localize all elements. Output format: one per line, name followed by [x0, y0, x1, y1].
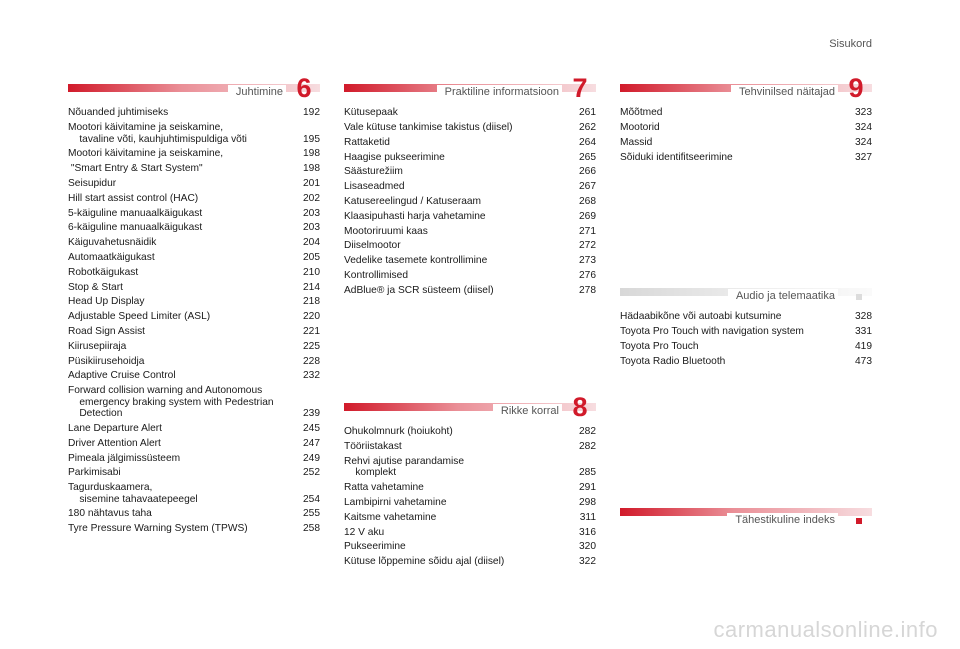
toc-entry[interactable] — [68, 464, 320, 479]
toc-entry-title: Mootoriruumi kaas — [344, 225, 428, 237]
toc-entry[interactable] — [68, 175, 320, 190]
toc-entry-page: 198 — [303, 163, 320, 175]
toc-entry-title: Mootori käivitamine ja seiskamine, tavaline võti, kauhjuhtimispuldiga võti — [68, 122, 247, 145]
toc-entry-page: 265 — [579, 151, 596, 163]
toc-entry-title: "Smart Entry & Start System" — [68, 163, 203, 175]
toc-entry[interactable] — [68, 104, 320, 119]
toc-entry-title: Diiselmootor — [344, 240, 401, 252]
toc-entry-title: Tyre Pressure Warning System (TPWS) — [68, 523, 248, 535]
toc-entry[interactable] — [68, 293, 320, 308]
toc-entry-page: 327 — [855, 151, 872, 163]
toc-entry-title: Lambipirni vahetamine — [344, 496, 447, 508]
toc-entry[interactable] — [68, 520, 320, 535]
toc-entry[interactable] — [68, 234, 320, 249]
toc-entry[interactable] — [344, 134, 596, 149]
toc-entry[interactable] — [344, 453, 596, 479]
toc-entry-page: 205 — [303, 251, 320, 263]
toc-entry-page: 272 — [579, 240, 596, 252]
toc-entry-title: Seisupidur — [68, 177, 117, 189]
toc-entry-title: Sõiduki identifitseerimine — [620, 151, 733, 163]
toc-entry-page: 278 — [579, 284, 596, 296]
toc-entry-title: Mootorid — [620, 122, 660, 134]
toc-entry-title: Driver Attention Alert — [68, 437, 161, 449]
toc-entry[interactable] — [68, 434, 320, 449]
watermark: carmanualsonline.info — [713, 617, 938, 642]
toc-entry[interactable] — [68, 479, 320, 505]
toc-entry-title: Toyota Pro Touch — [620, 340, 699, 352]
toc-entry-title: Rehvi ajutise parandamise komplekt — [344, 455, 465, 479]
toc-entry-title: Adjustable Speed Limiter (ASL) — [68, 311, 211, 323]
toc-entry-title: Robotkäigukast — [68, 266, 139, 278]
toc-entry-page: 323 — [855, 107, 872, 119]
toc-entry-page: 198 — [303, 148, 320, 160]
toc-entry-page: 228 — [303, 355, 320, 367]
section-header — [344, 391, 596, 423]
toc-entry-page: 324 — [855, 136, 872, 148]
toc-entry[interactable] — [344, 423, 596, 438]
section-number[interactable]: 6 — [296, 72, 312, 103]
toc-entry-page: 273 — [579, 255, 596, 267]
toc-entry-page: 266 — [579, 166, 596, 178]
toc-entry-page: 195 — [303, 133, 320, 145]
toc-entry[interactable] — [68, 352, 320, 367]
toc-entry-page: 268 — [579, 196, 596, 208]
section-alphabetical-index — [620, 500, 872, 528]
toc-entry[interactable] — [68, 505, 320, 520]
toc-entry[interactable] — [620, 119, 872, 134]
toc-entry-page: 320 — [579, 541, 596, 553]
toc-entry-page: 282 — [579, 426, 596, 438]
toc-entry-page: 245 — [303, 422, 320, 434]
toc-entry-page: 210 — [303, 266, 320, 278]
toc-entry-title: Toyota Radio Bluetooth — [620, 355, 726, 367]
toc-entry-page: 328 — [855, 311, 872, 323]
toc-entry-page: 214 — [303, 281, 320, 293]
toc-entry-page: 262 — [579, 122, 596, 134]
section-title[interactable]: Juhtimine — [228, 85, 286, 99]
section-number[interactable]: 8 — [572, 391, 588, 422]
toc-entry[interactable] — [344, 479, 596, 494]
toc-entry-title: Hill start assist control (HAC) — [68, 192, 199, 204]
toc-entry-title: 12 V aku — [344, 526, 385, 538]
toc-entry-title: AdBlue® ja SCR süsteem (diisel) — [344, 284, 494, 296]
toc-entry-page: 252 — [303, 467, 320, 479]
toc-entry[interactable] — [68, 249, 320, 264]
toc-entry-title: 6-käiguline manuaalkäigukast — [68, 222, 203, 234]
toc-entry-title: Rattaketid — [344, 136, 390, 148]
toc-entry[interactable] — [344, 282, 596, 297]
toc-entry[interactable] — [344, 523, 596, 538]
toc-entry[interactable] — [344, 538, 596, 553]
toc-entry-page: 285 — [579, 467, 596, 479]
toc-entry-title: Pukseerimine — [344, 541, 406, 553]
toc-entry-title: Katusereelingud / Katuseraam — [344, 196, 482, 208]
toc-entry-title: Pimeala jälgimissüsteem — [68, 452, 181, 464]
section-number[interactable]: 7 — [572, 72, 588, 103]
toc-entry[interactable] — [344, 193, 596, 208]
toc-entry-page: 271 — [579, 225, 596, 237]
section-breakdown — [344, 391, 596, 568]
toc-entry-page: 298 — [579, 496, 596, 508]
toc-entry-title: Klaasipuhasti harja vahetamine — [344, 210, 486, 222]
section-header — [620, 280, 872, 308]
toc-entry-page: 322 — [579, 556, 596, 568]
page-header-label: Sisukord — [829, 38, 872, 50]
toc-entry-title: Lane Departure Alert — [68, 422, 163, 434]
toc-entry[interactable] — [344, 163, 596, 178]
section-practical-info — [344, 72, 596, 296]
toc-entry[interactable] — [620, 148, 872, 163]
toc-entry-title: Käiguvahetusnäidik — [68, 237, 157, 249]
toc-entry-page: 201 — [303, 177, 320, 189]
toc-entry[interactable] — [620, 104, 872, 119]
toc-entry[interactable] — [68, 119, 320, 145]
toc-entry-title: Parkimisabi — [68, 467, 121, 479]
toc-entry-page: 255 — [303, 508, 320, 520]
toc-entry-title: 5-käiguline manuaalkäigukast — [68, 207, 203, 219]
toc-entry-title: Adaptive Cruise Control — [68, 370, 176, 382]
toc-entry[interactable] — [620, 352, 872, 367]
toc-entry-title: Hädaabikõne või autoabi kutsumine — [620, 311, 782, 323]
toc-entry-title: Ohukolmnurk (hoiukoht) — [344, 426, 453, 438]
toc-list — [344, 423, 596, 568]
section-header — [344, 72, 596, 104]
toc-entry[interactable] — [344, 267, 596, 282]
toc-entry[interactable] — [344, 252, 596, 267]
section-number[interactable]: 9 — [848, 72, 864, 103]
toc-entry-title: Ratta vahetamine — [344, 482, 424, 494]
toc-entry-title: Mootori käivitamine ja seiskamine, — [68, 148, 224, 160]
toc-entry[interactable] — [68, 420, 320, 435]
toc-entry-page: 324 — [855, 122, 872, 134]
toc-entry-page: 258 — [303, 523, 320, 535]
toc-entry[interactable] — [620, 308, 872, 323]
toc-entry[interactable] — [68, 308, 320, 323]
toc-entry-page: 473 — [855, 355, 872, 367]
toc-entry-title: Vale kütuse tankimise takistus (diisel) — [344, 122, 513, 134]
toc-entry-page: 311 — [579, 511, 596, 523]
toc-entry-page: 247 — [303, 437, 320, 449]
toc-entry[interactable] — [620, 338, 872, 353]
toc-entry-title: Stop & Start — [68, 281, 123, 293]
section-header — [620, 72, 872, 104]
section-header — [620, 500, 872, 528]
toc-entry[interactable] — [68, 263, 320, 278]
toc-entry[interactable] — [68, 219, 320, 234]
toc-entry[interactable] — [344, 222, 596, 237]
toc-entry-page: 282 — [579, 441, 596, 453]
toc-entry[interactable] — [344, 178, 596, 193]
toc-entry[interactable] — [68, 204, 320, 219]
toc-entry[interactable] — [344, 438, 596, 453]
section-title[interactable]: Tehvinilsed näitajad — [731, 85, 838, 99]
section-technical-data — [620, 72, 872, 163]
toc-entry[interactable] — [344, 104, 596, 119]
toc-entry[interactable] — [344, 148, 596, 163]
toc-list — [620, 308, 872, 367]
toc-entry-title: Automaatkäigukast — [68, 251, 155, 263]
toc-entry[interactable] — [68, 337, 320, 352]
toc-list — [620, 104, 872, 163]
toc-entry-page: 204 — [303, 237, 320, 249]
toc-entry-title: Haagise pukseerimine — [344, 151, 445, 163]
toc-entry-page: 202 — [303, 192, 320, 204]
section-marker — [856, 518, 862, 524]
toc-entry-title: Tööriistakast — [344, 441, 402, 453]
toc-entry[interactable] — [68, 160, 320, 175]
toc-entry-title: Forward collision warning and Autonomous emergency braking system with Pedestrian Detection — [68, 385, 274, 420]
toc-entry[interactable] — [344, 508, 596, 523]
toc-entry-page: 267 — [579, 181, 596, 193]
toc-entry-page: 264 — [579, 136, 596, 148]
toc-entry-title: Toyota Pro Touch with navigation system — [620, 326, 804, 338]
toc-entry-page: 269 — [579, 210, 596, 222]
toc-entry-page: 218 — [303, 296, 320, 308]
toc-entry-title: Säästurežiim — [344, 166, 403, 178]
toc-entry-title: Mõõtmed — [620, 107, 663, 119]
section-header — [68, 72, 320, 104]
toc-entry-title: Kütusepaak — [344, 107, 398, 119]
toc-entry-page: 203 — [303, 222, 320, 234]
toc-entry-title: Vedelike tasemete kontrollimine — [344, 255, 488, 267]
section-driving — [68, 72, 320, 535]
toc-entry-page: 225 — [303, 340, 320, 352]
toc-entry-page: 203 — [303, 207, 320, 219]
toc-entry-page: 192 — [303, 107, 320, 119]
toc-entry[interactable] — [68, 145, 320, 160]
toc-entry[interactable] — [68, 449, 320, 464]
toc-entry[interactable] — [344, 208, 596, 223]
section-audio-telematics — [620, 280, 872, 367]
toc-entry[interactable] — [620, 134, 872, 149]
toc-entry-page: 316 — [579, 526, 596, 538]
toc-entry-page: 254 — [303, 493, 320, 505]
toc-entry-title: Head Up Display — [68, 296, 145, 308]
toc-entry[interactable] — [68, 189, 320, 204]
toc-entry-page: 249 — [303, 452, 320, 464]
toc-entry[interactable] — [344, 494, 596, 509]
toc-entry-page: 232 — [303, 370, 320, 382]
toc-entry-title: Kaitsme vahetamine — [344, 511, 437, 523]
toc-entry-title: Kiirusepiiraja — [68, 340, 127, 352]
toc-entry-title: Road Sign Assist — [68, 325, 146, 337]
toc-entry[interactable] — [68, 278, 320, 293]
toc-entry-page: 221 — [303, 325, 320, 337]
toc-entry-page: 261 — [579, 107, 596, 119]
toc-entry-title: Tagurduskaamera, sisemine tahavaatepeegel — [68, 482, 198, 505]
toc-entry-title: Püsikiirusehoidja — [68, 355, 145, 367]
toc-entry-page: 239 — [303, 408, 320, 420]
toc-entry[interactable] — [344, 237, 596, 252]
toc-entry-title: Nõuanded juhtimiseks — [68, 107, 169, 119]
toc-entry[interactable] — [68, 382, 320, 420]
toc-entry[interactable] — [68, 367, 320, 382]
toc-list — [68, 104, 320, 535]
toc-entry-page: 276 — [579, 270, 596, 282]
section-title[interactable]: Tähestikuline indeks — [727, 513, 838, 527]
toc-entry[interactable] — [620, 323, 872, 338]
section-marker — [856, 294, 862, 300]
toc-entry[interactable] — [68, 323, 320, 338]
toc-entry-page: 331 — [855, 326, 872, 338]
toc-entry-title: 180 nähtavus taha — [68, 508, 152, 520]
toc-entry-title: Kütuse lõppemine sõidu ajal (diisel) — [344, 556, 505, 568]
toc-entry[interactable] — [344, 553, 596, 568]
section-title[interactable]: Praktiline informatsioon — [437, 85, 562, 99]
toc-entry-title: Lisaseadmed — [344, 181, 405, 193]
toc-entry-page: 419 — [855, 340, 872, 352]
section-title[interactable]: Audio ja telemaatika — [728, 289, 838, 303]
toc-entry[interactable] — [344, 119, 596, 134]
toc-entry-title: Massid — [620, 136, 653, 148]
toc-list — [344, 104, 596, 296]
toc-entry-title: Kontrollimised — [344, 270, 408, 282]
toc-entry-page: 220 — [303, 311, 320, 323]
section-title[interactable]: Rikke korral — [493, 404, 562, 418]
toc-entry-page: 291 — [579, 482, 596, 494]
